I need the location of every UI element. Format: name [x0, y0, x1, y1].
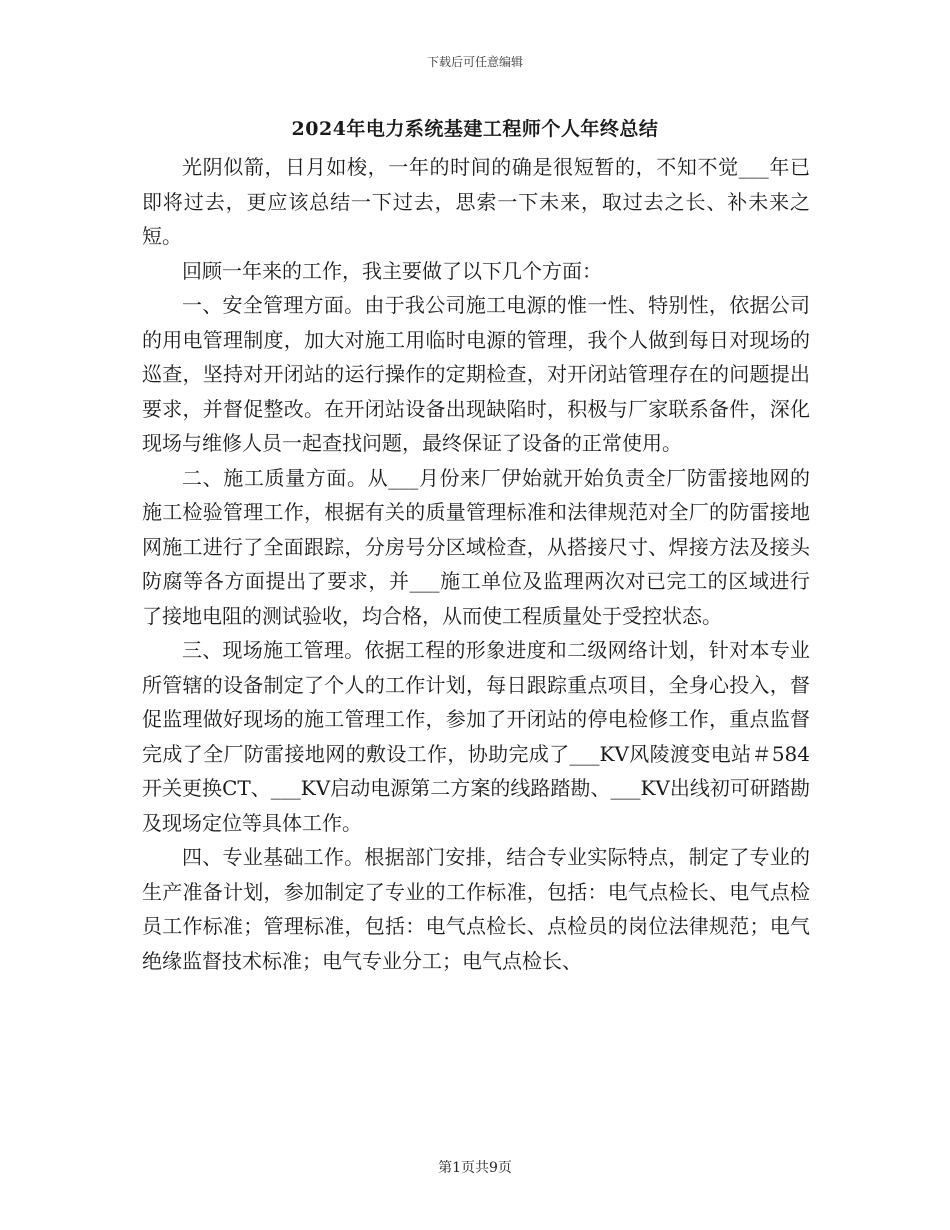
page-number-indicator: 第1页共9页 — [438, 1160, 512, 1176]
paragraph-construction-quality: 二、施工质量方面。从___月份来厂伊始就开始负责全厂防雷接地网的施工检验管理工作，根据有关的质量管理标准和法律规范对全厂的防雷接地网施工进行了全面跟踪，分房号分区域检查，从搭接尺寸、焊接方法及接头防腐等各方面提出了要求，并___施工单位及监理两次对已完工的区域进行了接地电阻的测试验收，均合格，从而使工程质量处于受控状态。 — [142, 465, 810, 628]
document-body — [142, 150, 810, 978]
paragraph-review: 回顾一年来的工作，我主要做了以下几个方面： — [182, 258, 602, 283]
paragraph-safety-management: 一、安全管理方面。由于我公司施工电源的惟一性、特别性，依据公司的用电管理制度，加大对施工用临时电源的管理，我个人做到每日对现场的巡查，坚持对开闭站的运行操作的定期检查，对开闭站管理存在的问题提出要求，并督促整改。在开闭站设备出现缺陷时，积极与厂家联系备件，深化现场与维修人员一起查找问题，最终保证了设备的正常使用。 — [142, 293, 810, 455]
paragraph-site-management: 三、现场施工管理。依据工程的形象进度和二级网络计划，针对本专业所管辖的设备制定了个人的工作计划，每日跟踪重点项目，全身心投入，督促监理做好现场的施工管理工作，参加了开闭站的停电检修工作，重点监督完成了全厂防雷接地网的敷设工作，协助完成了___KV风陵渡变电站＃584开关更换CT、___KV启动电源第二方案的线路踏勘、___KV出线初可研踏勘及现场定位等具体工作。 — [142, 638, 810, 835]
paragraph-intro: 光阴似箭，日月如梭，一年的时间的确是很短暂的，不知不觉___年已即将过去，更应该总结一下过去，思索一下未来，取过去之长、补未来之短。 — [142, 155, 810, 248]
document-title: 2024年电力系统基建工程师个人年终总结 — [291, 118, 659, 140]
page-header-note: 下载后可任意编辑 — [426, 55, 523, 69]
paragraph-professional-basics: 四、专业基础工作。根据部门安排，结合专业实际特点，制定了专业的生产准备计划，参加制定了专业的工作标准，包括：电气点检长、电气点检员工作标准；管理标准，包括：电气点检长、点检员的岗位法律规范；电气绝缘监督技术标准；电气专业分工；电气点检长、 — [142, 845, 810, 973]
